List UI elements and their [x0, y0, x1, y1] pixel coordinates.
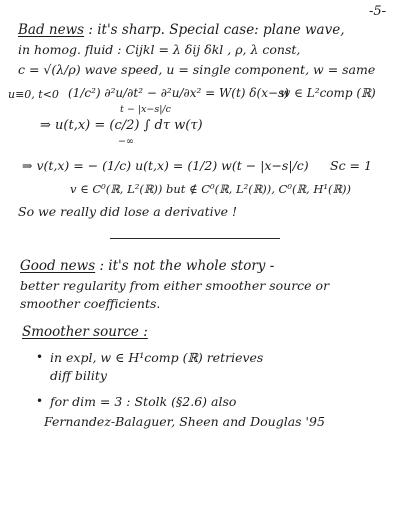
bullet-1: •	[36, 350, 44, 364]
conclusion: So we really did lose a derivative !	[18, 204, 238, 219]
good-news-line3: smoother coefficients.	[20, 296, 161, 311]
good-news-text1: : it's not the whole story -	[99, 258, 275, 274]
bullet1-line2: diff bility	[50, 368, 107, 383]
page-number: -5-	[368, 4, 386, 19]
good-news-line1	[20, 258, 274, 274]
bad-news-heading: Bad news	[18, 22, 85, 38]
bad-news-line1	[18, 22, 345, 38]
regularity-statement: v ∈ C⁰(ℝ, L²(ℝ)) but ∉ C⁰(ℝ, L²(ℝ)), C⁰(ℝ, H¹(ℝ))	[70, 182, 351, 196]
good-news-line2: better regularity from either smoother source or	[20, 278, 330, 293]
bad-news-line2: in homog. fluid : Cijkl = λ δij δkl , ρ, λ const,	[18, 42, 301, 57]
wave-equation: (1/c²) ∂²u/∂t² − ∂²u/∂x² = W(t) δ(x−s)	[68, 86, 289, 100]
bad-news-text1: : it's sharp. Special case: plane wave,	[88, 22, 345, 38]
integral-upper-limit: t − |x−s|/c	[120, 104, 171, 115]
bullet-2: •	[36, 394, 44, 408]
derivative-formula: ⇒ v(t,x) = − (1/c) u(t,x) = (1/2) w(t − |x−s|/c)	[22, 158, 309, 173]
good-news-heading: Good news	[20, 258, 96, 274]
bullet1-line1: in expl, w ∈ H¹comp (ℝ) retrieves	[50, 350, 264, 365]
sc-value: Sc = 1	[330, 158, 372, 173]
bullet2-line1: for dim = 3 : Stolk (§2.6) also	[50, 394, 237, 409]
smoother-source-heading: Smoother source :	[22, 324, 148, 340]
bad-news-line3: c = √(λ/ρ) wave speed, u = single component, w = same	[18, 62, 376, 77]
bullet2-line2: Fernandez-Balaguer, Sheen and Douglas '95	[44, 414, 325, 429]
source-space: w ∈ L²comp (ℝ)	[280, 86, 376, 100]
section-divider	[110, 238, 280, 239]
initial-condition: u≡0, t<0	[8, 88, 59, 101]
solution-formula: ⇒ u(t,x) = (c/2) ∫ dτ w(τ)	[40, 118, 203, 133]
integral-lower-limit: −∞	[118, 136, 134, 147]
